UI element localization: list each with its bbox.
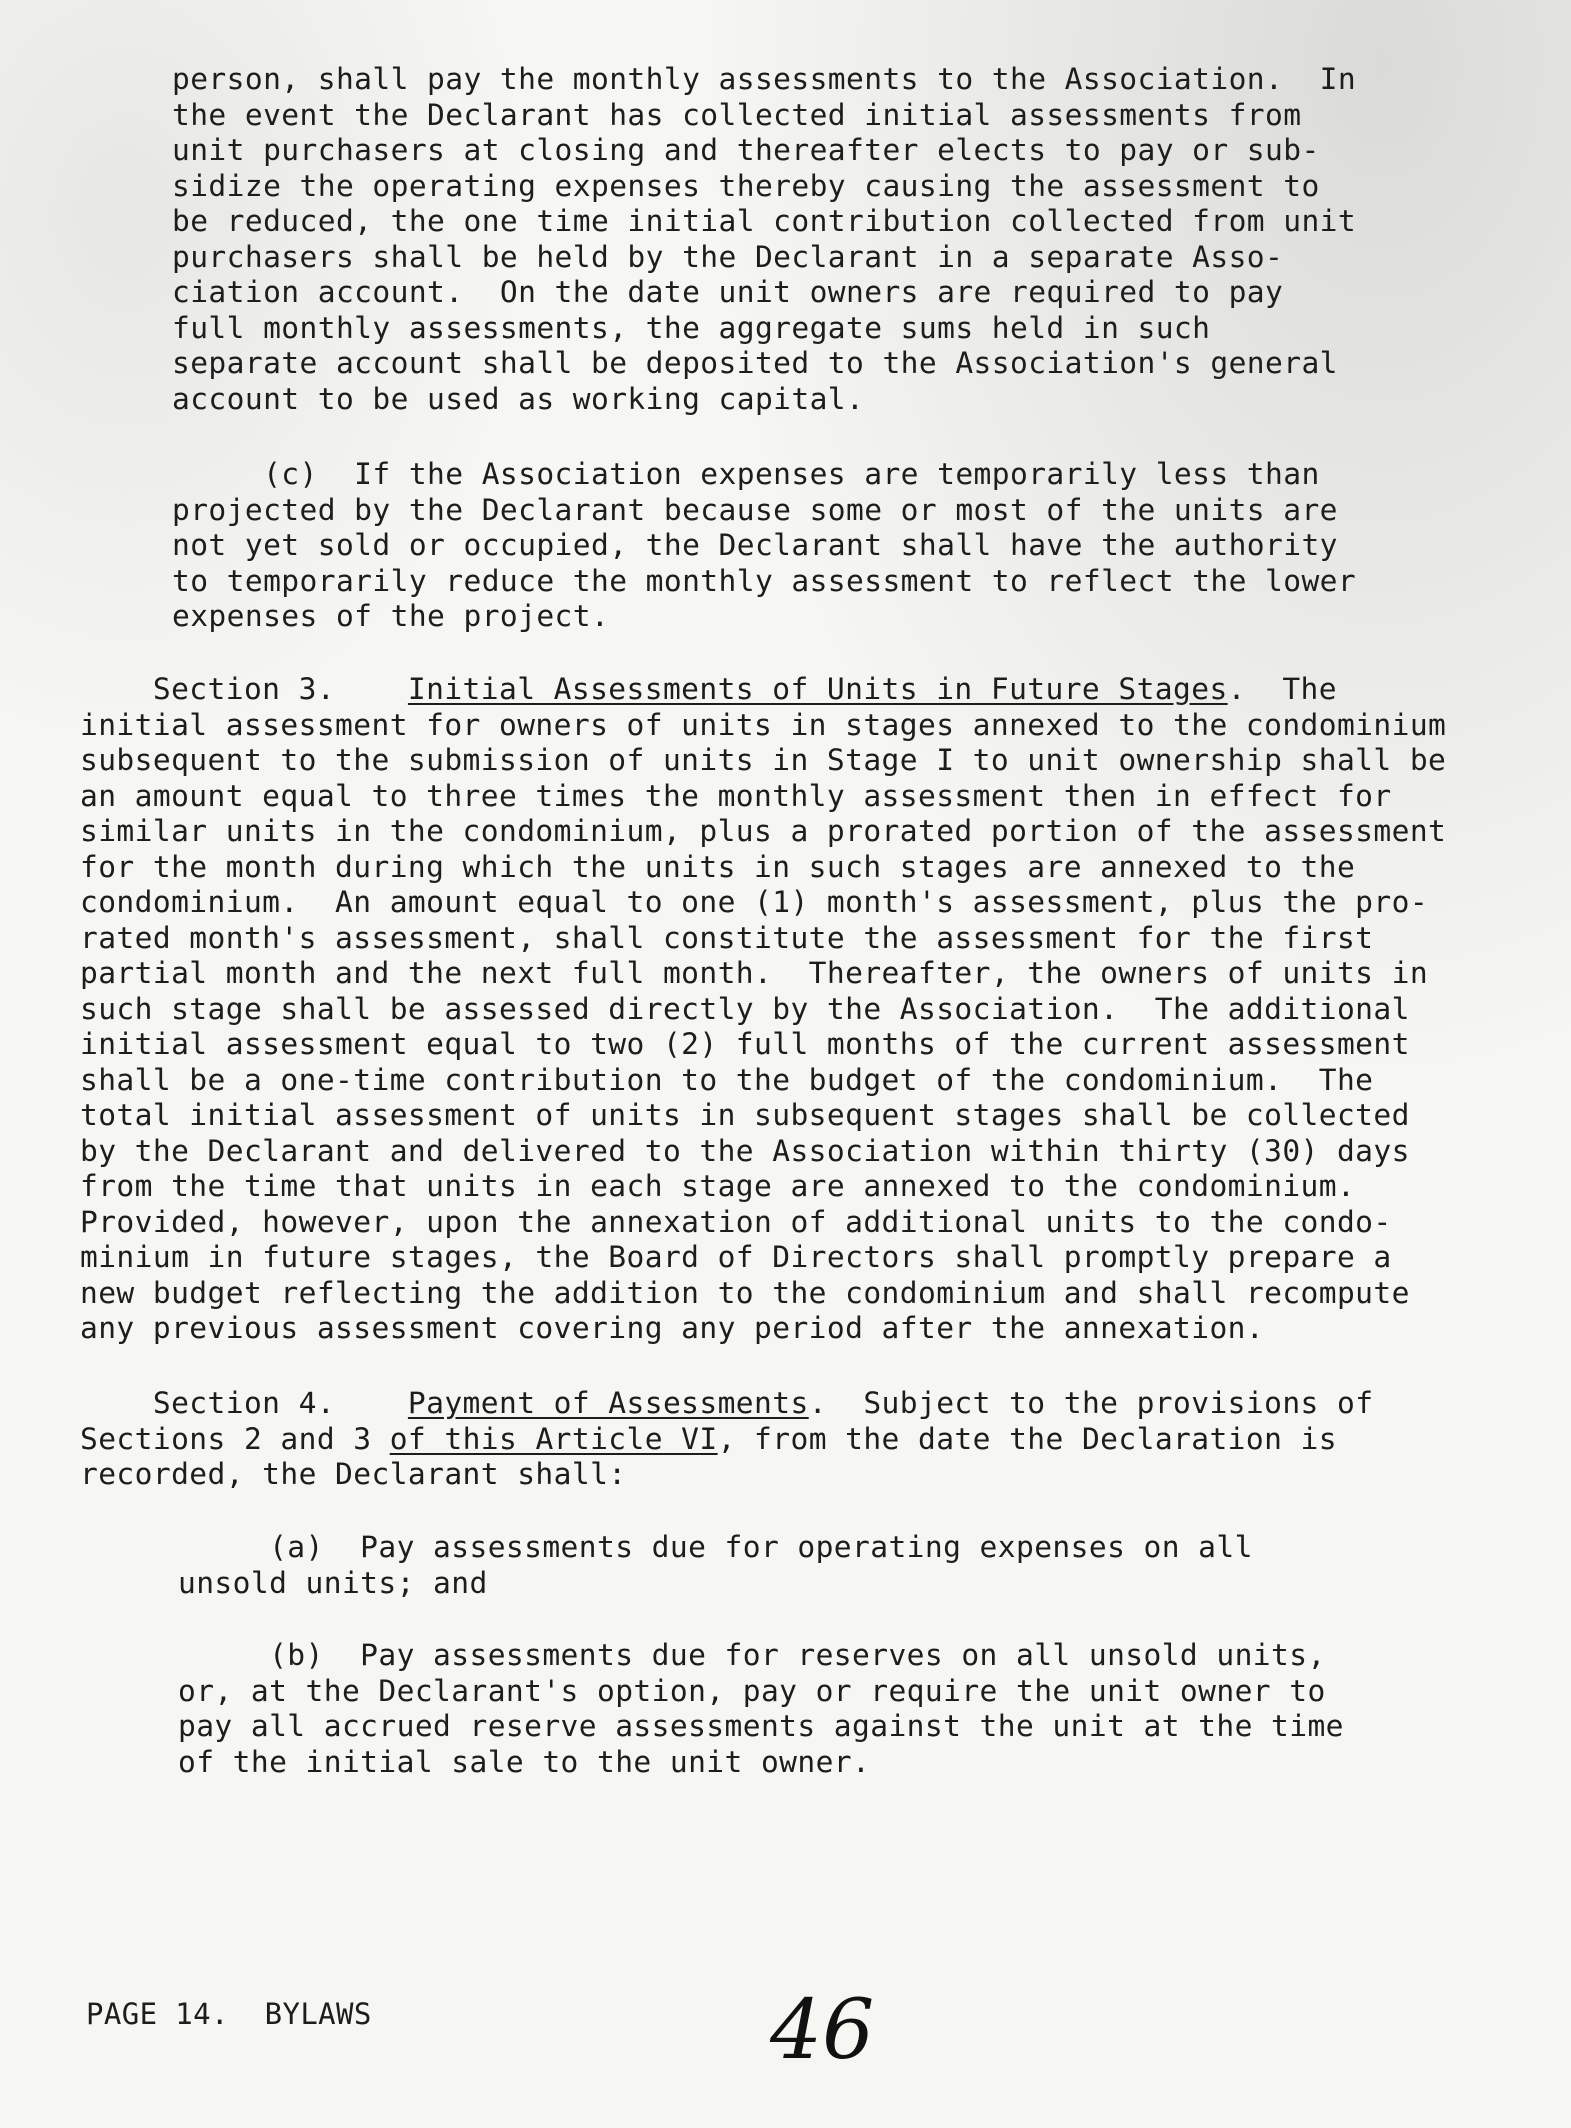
section-3-label: Section 3. [80, 672, 408, 706]
text-line: such stage shall be assessed directly by the Association. The additional [80, 991, 1410, 1026]
text-line: subsequent to the submission of units in Stage I to unit ownership shall be [80, 743, 1447, 777]
section-3-heading: Initial Assessments of Units in Future Stages [407, 672, 1228, 706]
section-4-heading: Payment of Assessments [407, 1386, 809, 1420]
text-line: rated month's assessment, shall constitute the assessment for the first [80, 920, 1374, 955]
text-fragment: , from the date the Declaration is [717, 1421, 1337, 1456]
paragraph-c [172, 457, 1356, 635]
section-4-second-line [80, 1422, 1373, 1458]
text-line: shall be a one-time contribution to the budget of the condominium. The [80, 1062, 1374, 1097]
section-3 [80, 672, 1446, 1347]
paragraph-a [178, 1530, 1253, 1601]
text-line: initial assessment for owners of units in stages annexed to the condominium [80, 707, 1447, 742]
text-line: (b) Pay assessments due for reserves on all unsold units, [178, 1638, 1326, 1672]
text-line: separate account shall be deposited to the Association's general [172, 346, 1338, 380]
text-line: unsold units; and [178, 1565, 488, 1600]
section-4-first-line [80, 1386, 1373, 1422]
handwritten-page-number: 46 [770, 1983, 875, 2078]
text-line: new budget reflecting the addition to the condominium and shall recompute [80, 1275, 1410, 1310]
text-line: purchasers shall be held by the Declarant in a separate Asso- [172, 239, 1284, 274]
section-4-first-line-tail: . Subject to the provisions of [808, 1386, 1374, 1420]
text-line: full monthly assessments, the aggregate sums held in such [172, 310, 1211, 345]
text-line: expenses of the project. [172, 599, 610, 633]
section-3-first-line [80, 672, 1446, 708]
paragraph-b-continued [172, 62, 1356, 417]
text-line: (c) If the Association expenses are temporarily less than [172, 457, 1320, 491]
section-3-first-line-tail: . The [1227, 672, 1337, 706]
text-line: be reduced, the one time initial contribution collected from unit [172, 204, 1357, 238]
text-line: partial month and the next full month. Thereafter, the owners of units in [80, 956, 1429, 990]
text-line: to temporarily reduce the monthly assessment to reflect the lower [172, 563, 1357, 598]
text-line: from the time that units in each stage are annexed to the condominium. [80, 1169, 1356, 1203]
section-4 [80, 1386, 1373, 1493]
text-line: an amount equal to three times the monthly assessment then in effect for [80, 778, 1392, 813]
text-line: Provided, however, upon the annexation of additional units to the condo- [80, 1204, 1392, 1239]
text-line: minium in future stages, the Board of Directors shall promptly prepare a [80, 1240, 1392, 1274]
paragraph-b [178, 1638, 1344, 1780]
text-line: (a) Pay assessments due for operating expenses on all [178, 1530, 1253, 1564]
text-line: by the Declarant and delivered to the Association within thirty (30) days [80, 1133, 1410, 1168]
text-line: projected by the Declarant because some or most of the units are [172, 492, 1338, 527]
article-reference: of this Article VI [389, 1421, 718, 1456]
text-line: similar units in the condominium, plus a prorated portion of the assessment [80, 814, 1447, 848]
text-line: or, at the Declarant's option, pay or require the unit owner to [178, 1673, 1326, 1708]
text-line: for the month during which the units in such stages are annexed to the [80, 849, 1356, 884]
text-line: condominium. An amount equal to one (1) month's assessment, plus the pro- [80, 885, 1429, 919]
text-line: person, shall pay the monthly assessments to the Association. In [172, 62, 1357, 96]
text-line: sidize the operating expenses thereby causing the assessment to [172, 168, 1320, 203]
page-footer-label: PAGE 14. BYLAWS [86, 1997, 372, 2031]
text-line: recorded, the Declarant shall: [80, 1457, 627, 1491]
text-line: account to be used as working capital. [172, 381, 865, 416]
text-line: not yet sold or occupied, the Declarant shall have the authority [172, 528, 1338, 562]
text-line: pay all accrued reserve assessments against the unit at the time [178, 1709, 1344, 1743]
text-line: unit purchasers at closing and thereafter elects to pay or sub- [172, 133, 1320, 167]
text-line: initial assessment equal to two (2) full months of the current assessment [80, 1027, 1410, 1061]
section-4-label: Section 4. [80, 1386, 408, 1420]
text-line: ciation account. On the date unit owners are required to pay [172, 275, 1284, 309]
text-fragment: Sections 2 and 3 [80, 1421, 390, 1456]
text-line: any previous assessment covering any period after the annexation. [80, 1311, 1265, 1345]
text-line: of the initial sale to the unit owner. [178, 1744, 871, 1779]
text-line: total initial assessment of units in subsequent stages shall be collected [80, 1098, 1410, 1132]
text-line: the event the Declarant has collected initial assessments from [172, 97, 1302, 132]
